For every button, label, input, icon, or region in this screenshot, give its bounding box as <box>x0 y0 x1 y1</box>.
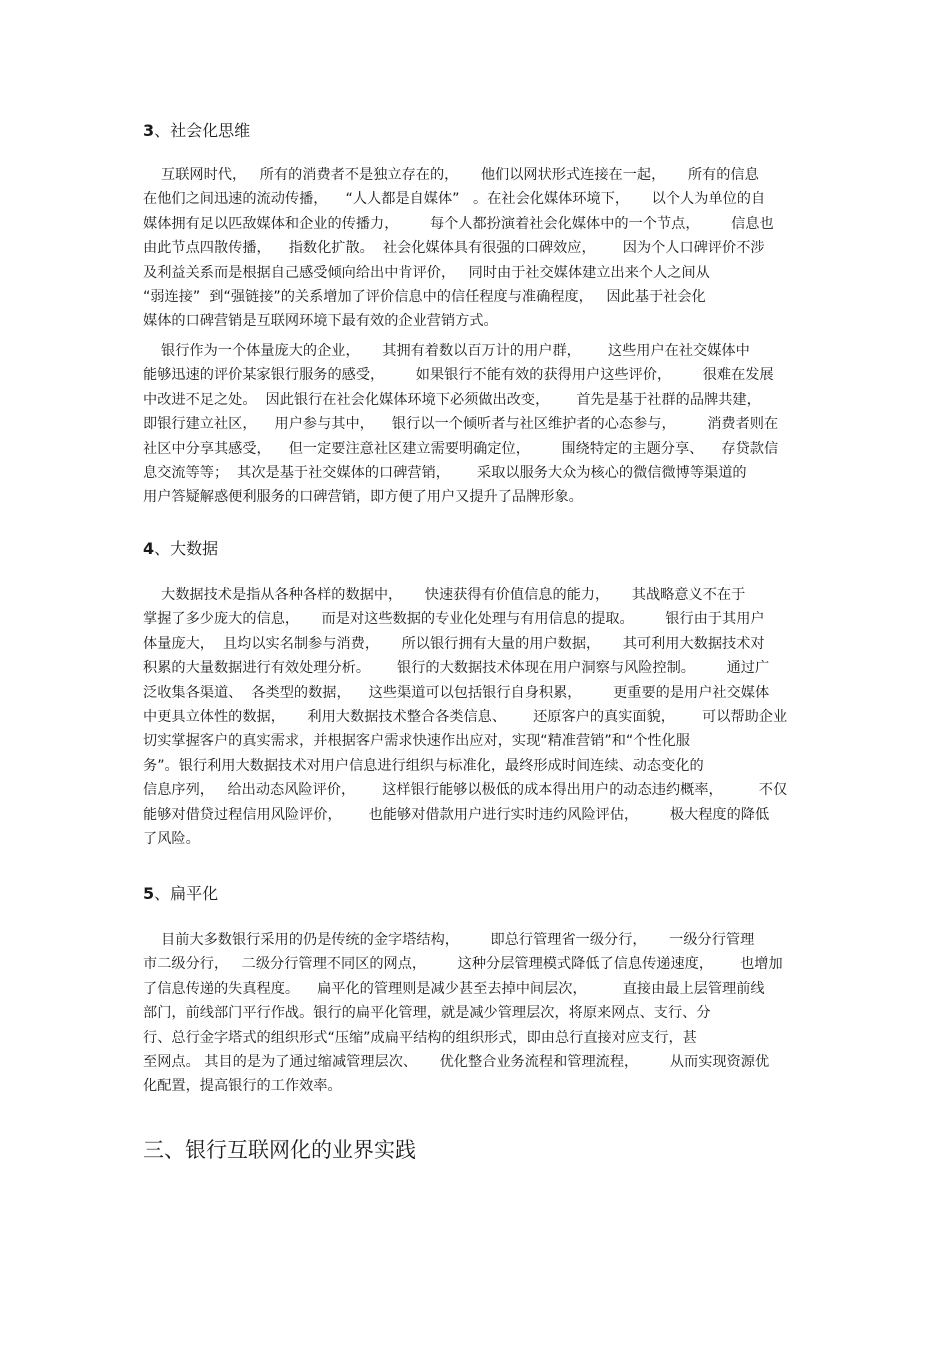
section-title: 、社会化思维 <box>154 121 251 140</box>
text-line: 体量庞大， 且均以实名制参与消费， 所以银行拥有大量的用户数据， 其可利用大数据技术对 <box>143 635 765 652</box>
section-heading-5 <box>143 884 218 904</box>
text-line: 了信息传递的失真程度。 扁平化的管理则是减少甚至去掉中间层次， 直接由最上层管理前线 <box>143 980 765 997</box>
section-title: 、扁平化 <box>154 884 219 903</box>
text-line: 目前大多数银行采用的仍是传统的金字塔结构， 即总行管理省一级分行， 一级分行管理 <box>143 932 755 948</box>
text-line: 由此节点四散传播， 指数化扩散。 社会化媒体具有很强的口碑效应， 因为个人口碑评价不涉 <box>143 240 765 257</box>
text-line: 中改进不足之处。 因此银行在社会化媒体环境下必须做出改变， 首先是基于社群的品牌共建， <box>143 391 761 408</box>
text-line: 即银行建立社区， 用户参与其中， 银行以一个倾听者与社区维护者的心态参与， 消费者则在 <box>143 416 779 433</box>
text-line: 互联网时代， 所有的消费者不是独立存在的， 他们以网状形式连接在一起， 所有的信息 <box>143 167 759 183</box>
section-title: 、大数据 <box>154 539 219 558</box>
text-line: 媒体拥有足以匹敌媒体和企业的传播力， 每个人都扮演着社会化媒体中的一个节点， 信息也 <box>143 215 774 232</box>
text-line: 切实掌握客户的真实需求，并根据客户需求快速作出应对，实现“精准营销”和“个性化服 <box>143 733 690 750</box>
text-line: 能够迅速的评价某家银行服务的感受， 如果银行不能有效的获得用户这些评价， 很难在发展 <box>143 367 774 384</box>
paragraph-3-2 <box>143 339 808 510</box>
paragraph-3-1 <box>143 163 808 334</box>
section-number: 5 <box>143 884 155 903</box>
text-line: “弱连接” 到“强链接”的关系增加了评价信息中的信任程度与准确程度， 因此基于社会化 <box>143 288 706 305</box>
text-line: 至网点。 其目的是为了通过缩减管理层次、 优化整合业务流程和管理流程， 从而实现资源优 <box>143 1053 770 1070</box>
paragraph-5-1 <box>143 928 808 1099</box>
text-line: 泛收集各渠道、 各类型的数据， 这些渠道可以包括银行自身积累， 更重要的是用户社交媒体 <box>143 684 770 701</box>
text-line: 社区中分享其感受， 但一定要注意社区建立需要明确定位， 围绕特定的主题分享、 存贷款信 <box>143 440 779 457</box>
text-line: 息交流等等； 其次是基于社交媒体的口碑营销， 采取以服务大众为核心的微信微博等渠道的 <box>143 464 747 481</box>
text-line: 市二级分行， 二级分行管理不同区的网点， 这种分层管理模式降低了信息传递速度， 也增加 <box>143 956 783 973</box>
text-line: 务”。银行利用大数据技术对用户信息进行组织与标准化，最终形成时间连续、动态变化的 <box>143 757 704 774</box>
text-line: 中更具立体性的数据， 利用大数据技术整合各类信息、 还原客户的真实面貌， 可以帮助企业 <box>143 708 788 725</box>
text-line: 化配置，提高银行的工作效率。 <box>143 1078 342 1095</box>
text-line: 用户答疑解惑便利服务的口碑营销，即方便了用户又提升了品牌形象。 <box>143 489 583 506</box>
text-line: 信息序列， 给出动态风险评价， 这样银行能够以极低的成本得出用户的动态违约概率， 不仅 <box>143 782 788 799</box>
chapter-heading: 三、银行互联网化的业界实践 <box>143 1138 416 1162</box>
text-line: 积累的大量数据进行有效处理分析。 银行的大数据技术体现在用户洞察与风险控制。 通过广 <box>143 660 770 677</box>
section-heading-3 <box>143 121 250 141</box>
text-line: 媒体的口碑营销是互联网环境下最有效的企业营销方式。 <box>143 313 498 330</box>
text-line: 及利益关系而是根据自己感受倾向给出中肯评价， 同时由于社交媒体建立出来个人之间从 <box>143 264 710 281</box>
text-line: 部门，前线部门平行作战。银行的扁平化管理，就是减少管理层次，将原来网点、支行、分 <box>143 1005 711 1022</box>
text-line: 了风险。 <box>143 830 200 847</box>
section-number: 4 <box>143 539 155 558</box>
text-line: 在他们之间迅速的流动传播， “人人都是自媒体” 。在社会化媒体环境下， 以个人为单位的自 <box>143 191 766 208</box>
paragraph-4-1 <box>143 583 808 851</box>
text-line: 行、总行金字塔式的组织形式“压缩”成扁平结构的组织形式，即由总行直接对应支行，甚 <box>143 1029 697 1046</box>
text-line: 银行作为一个体量庞大的企业， 其拥有着数以百万计的用户群， 这些用户在社交媒体中 <box>143 343 750 359</box>
text-line: 掌握了多少庞大的信息， 而是对这些数据的专业化处理与有用信息的提取。 银行由于其用户 <box>143 611 765 628</box>
section-number: 3 <box>143 121 155 140</box>
section-heading-4 <box>143 539 218 559</box>
text-line: 大数据技术是指从各种各样的数据中， 快速获得有价值信息的能力， 其战略意义不在于 <box>143 587 746 603</box>
text-line: 能够对借贷过程信用风险评价， 也能够对借款用户进行实时违约风险评估， 极大程度的降低 <box>143 806 770 823</box>
